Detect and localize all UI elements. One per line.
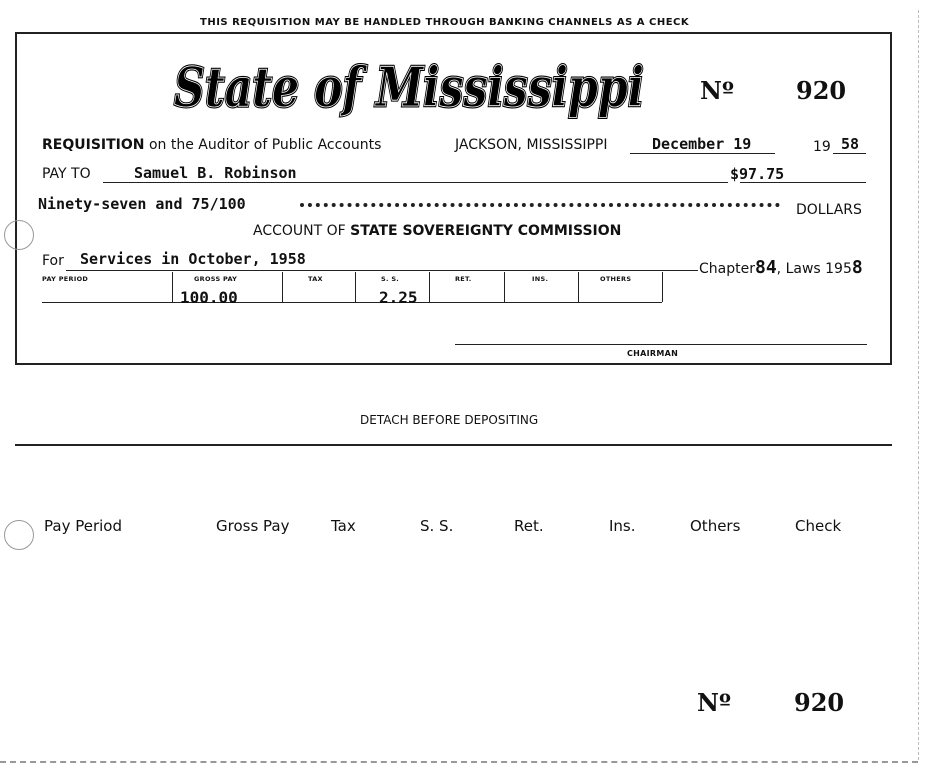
chairman-label: CHAIRMAN bbox=[627, 349, 679, 358]
stub-number: 920 bbox=[794, 688, 845, 717]
date-value bbox=[652, 134, 751, 154]
stub-gross-pay: Gross Pay bbox=[216, 517, 290, 535]
payee-name: Samuel B. Robinson bbox=[134, 164, 297, 182]
requisition-label bbox=[42, 137, 381, 153]
stub-pay-period: Pay Period bbox=[44, 517, 122, 535]
pay-to-label: PAY TO bbox=[42, 166, 91, 182]
ss-value: 2.25 bbox=[379, 288, 418, 307]
deduction-table bbox=[42, 272, 662, 307]
col-pay-period: PAY PERIOD bbox=[42, 275, 89, 283]
stub-ins: Ins. bbox=[609, 517, 636, 535]
check-number-label: Nº bbox=[700, 76, 734, 105]
col-others: OTHERS bbox=[600, 275, 632, 283]
pay-amount: $97.75 bbox=[730, 165, 785, 183]
col-ret: RET. bbox=[455, 275, 472, 283]
col-ss: S. S. bbox=[381, 275, 400, 283]
gross-pay-value: 100.00 bbox=[180, 288, 238, 307]
detach-line bbox=[15, 444, 892, 446]
place-label: JACKSON, MISSISSIPPI bbox=[455, 137, 608, 153]
logo-text-highlight: State of Mississippi bbox=[174, 55, 644, 119]
amount-words: Ninety-seven and 75/100 bbox=[38, 195, 246, 213]
banking-note: THIS REQUISITION MAY BE HANDLED THROUGH BANKING CHANNELS AS A CHECK bbox=[200, 17, 690, 28]
chapter-value: 84 bbox=[754, 257, 777, 278]
requisition-rest: on the Auditor of Public Accounts bbox=[148, 137, 382, 153]
requisition-bold: REQUISITION bbox=[42, 137, 145, 153]
dollars-label: DOLLARS bbox=[796, 202, 862, 218]
check-number: 920 bbox=[796, 76, 847, 105]
chapter-text: Chapter bbox=[699, 261, 755, 277]
punch-hole bbox=[4, 520, 34, 550]
laws-text: , Laws 195 bbox=[776, 261, 852, 277]
laws-value: 8 bbox=[851, 257, 863, 278]
account-name: STATE SOVEREIGNTY COMMISSION bbox=[350, 223, 622, 239]
date-typed: December 19 bbox=[652, 135, 752, 153]
col-ins: INS. bbox=[532, 275, 549, 283]
col-tax: TAX bbox=[308, 275, 323, 283]
stub-ss: S. S. bbox=[420, 517, 454, 535]
account-label bbox=[253, 223, 621, 239]
for-value: Services in October, 1958 bbox=[80, 250, 306, 268]
stub-others: Others bbox=[690, 517, 741, 535]
logo-text: State of Mississippi bbox=[174, 55, 644, 119]
punch-hole bbox=[4, 220, 34, 250]
account-of-label: ACCOUNT OF bbox=[253, 223, 346, 239]
stub-number-label: Nº bbox=[697, 688, 731, 717]
chapter-label bbox=[699, 257, 863, 278]
state-of-mississippi-logo bbox=[168, 38, 652, 128]
detach-label: DETACH BEFORE DEPOSITING bbox=[360, 413, 539, 427]
stub-ret: Ret. bbox=[514, 517, 544, 535]
col-gross-pay: GROSS PAY bbox=[194, 275, 238, 283]
year-prefix: 19 bbox=[813, 139, 831, 155]
stub-check: Check bbox=[795, 517, 842, 535]
for-label: For bbox=[42, 253, 64, 269]
year-suffix: 58 bbox=[841, 135, 860, 153]
stub-tax: Tax bbox=[331, 517, 356, 535]
